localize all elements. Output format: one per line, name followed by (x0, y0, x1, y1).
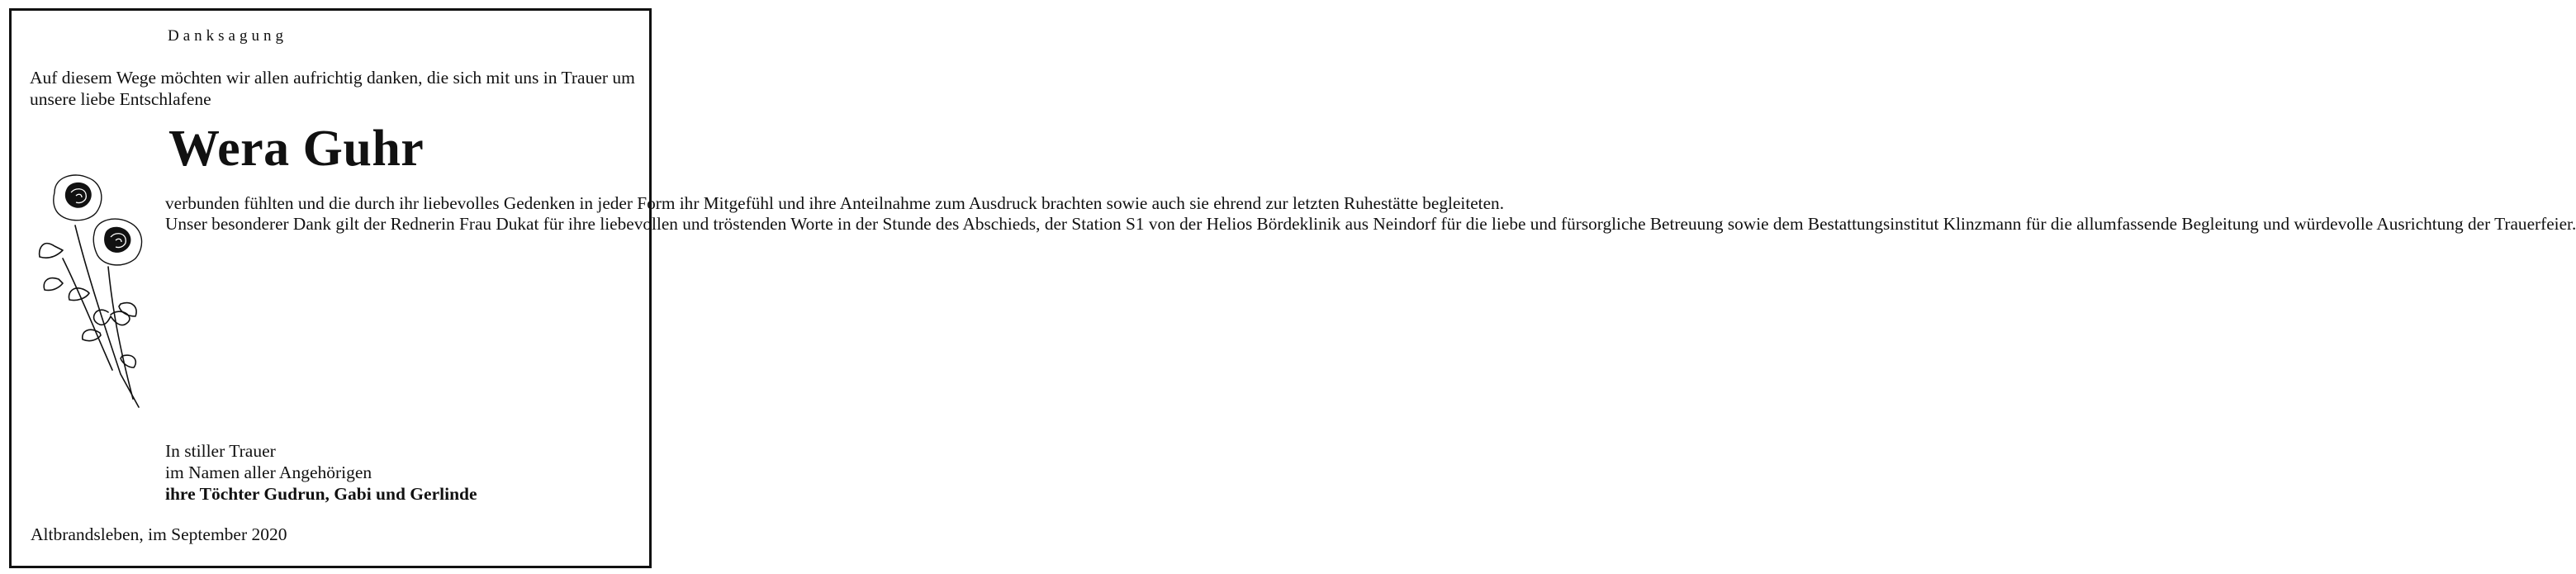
body-paragraph: Unser besonderer Dank gilt der Rednerin Frau Dukat für ihre liebevollen und tröstenden Worte in der Stunde des Abschieds, der Station S1 von der Helios Bördeklinik aus Neindorf für die liebe und fürsorgliche Betreuung sowie dem Bestattungsinstitut Klinzmann für die allumfassende Begleitung und würdevolle Ausrichtung der Trauerfeier. (165, 213, 2576, 234)
body-text (165, 193, 2576, 235)
place-date: Altbrandsleben, im September 2020 (31, 524, 287, 544)
obituary-notice (9, 8, 2576, 568)
signature: ihre Töchter Gudrun, Gabi und Gerlinde (165, 484, 477, 504)
roses-icon (30, 168, 149, 411)
notice-heading: Danksagung (168, 27, 287, 45)
closing-block (165, 440, 477, 505)
closing-line: im Namen aller Angehörigen (165, 463, 372, 482)
body-paragraph: verbunden fühlten und die durch ihr liebevolles Gedenken in jeder Form ihr Mitgefühl und ihre Anteilnahme zum Ausdruck brachten sowie auch sie ehrend zur letzten Ruhestätte begleiteten. (165, 193, 1505, 213)
intro-text: Auf diesem Wege möchten wir allen aufrichtig danken, die sich mit uns in Trauer um unsere liebe Entschlafene (30, 68, 635, 109)
deceased-name: Wera Guhr (168, 121, 425, 177)
closing-line: In stiller Trauer (165, 441, 276, 461)
